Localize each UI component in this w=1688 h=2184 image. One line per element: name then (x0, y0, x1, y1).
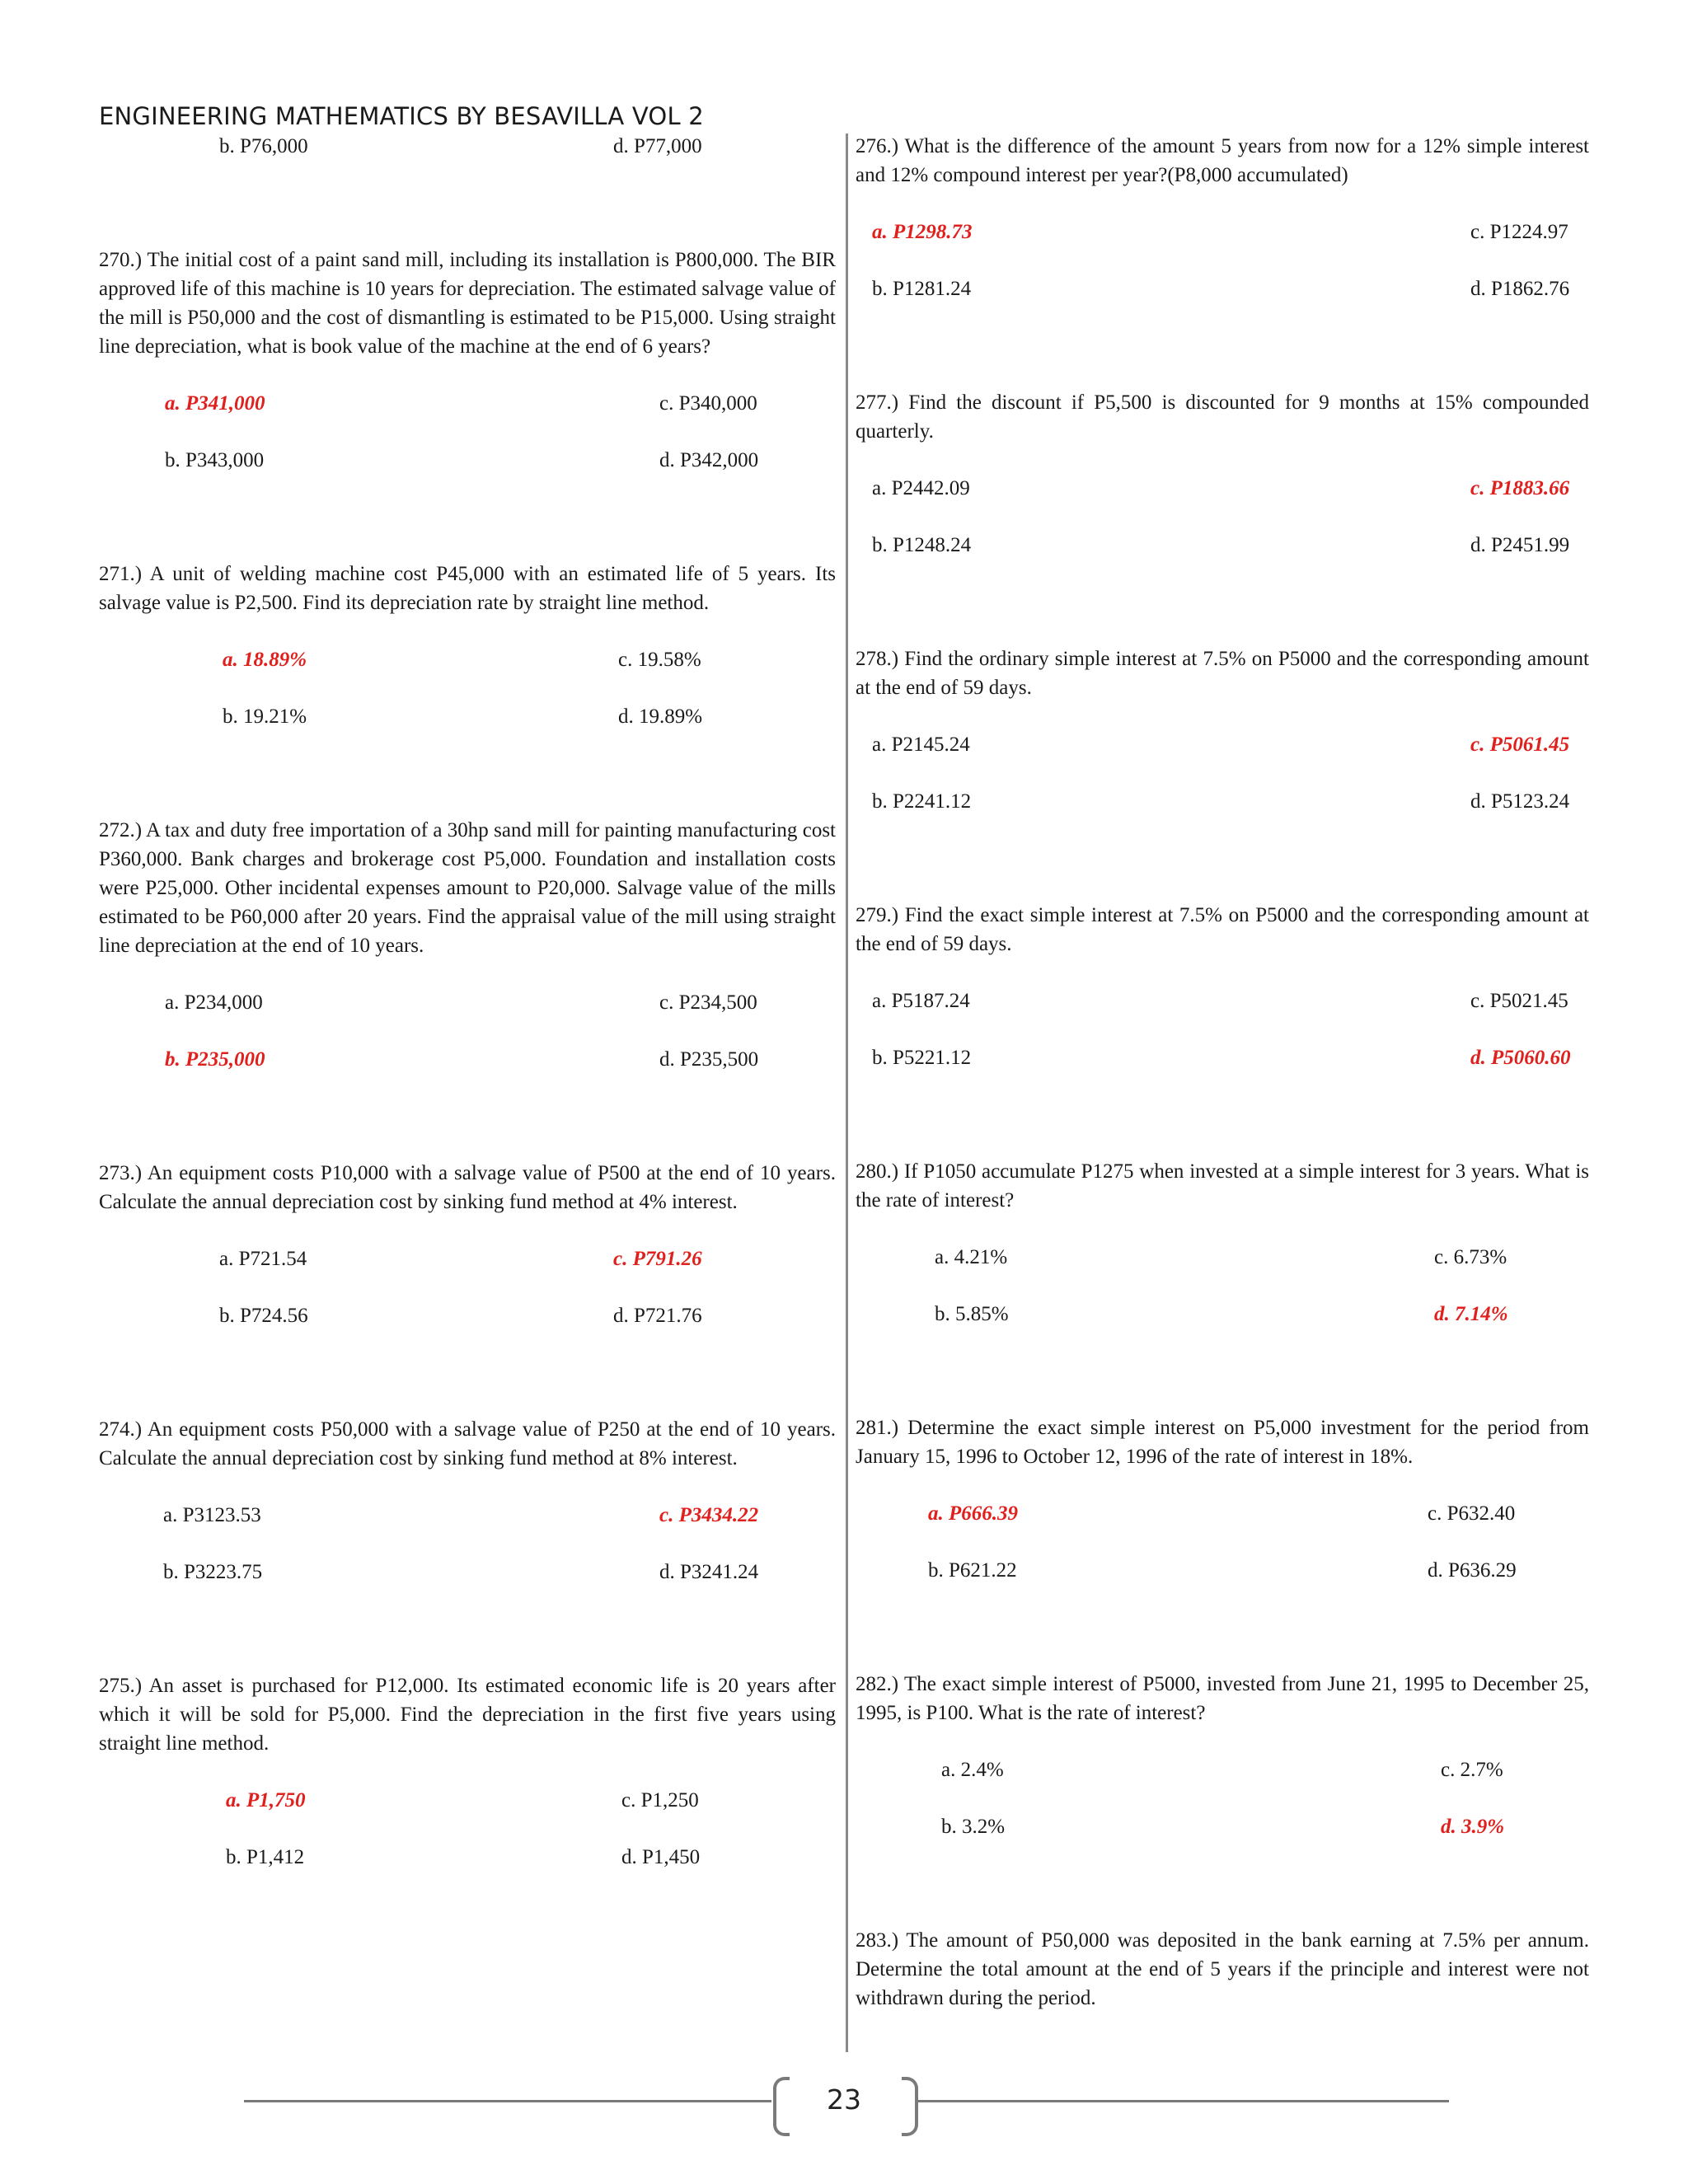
option-d: d. P1862.76 (1470, 278, 1570, 300)
option-c: c. 19.58% (618, 649, 701, 671)
running-header: ENGINEERING MATHEMATICS BY BESAVILLA VOL 2 (99, 102, 704, 130)
question-278 (856, 644, 1589, 844)
option-row (99, 389, 836, 446)
question-277 (856, 388, 1589, 588)
close-brace-icon (902, 2077, 918, 2136)
option-a-answer: a. P666.39 (928, 1502, 1019, 1525)
option-d: d. P5123.24 (1470, 790, 1570, 813)
option-a: a. 4.21% (935, 1246, 1008, 1268)
option-row (99, 1045, 836, 1102)
option-row (856, 1043, 1589, 1100)
question-270 (99, 246, 836, 503)
question-text: 280.) If P1050 accumulate P1275 when invested at a simple interest for 3 years. What is the rate of interest? (856, 1160, 1589, 1212)
open-brace-icon (773, 2077, 790, 2136)
option-row (99, 446, 836, 503)
option-row (99, 1301, 836, 1358)
question-275 (99, 1671, 836, 1900)
option-row (856, 730, 1589, 787)
option-b: b. 19.21% (223, 705, 307, 728)
option-row (99, 1558, 836, 1615)
option-row (99, 645, 836, 702)
question-text: 270.) The initial cost of a paint sand mill, including its installation is P800,000. The BIR approved life of this machine is 10 years for depreciation. The estimated salvage value of the mill is P50,000 and the cost of dismantling is estimated to be P15,000. Using straight line depreciation, what is book value of the machine at the end of 6 years? (99, 249, 836, 358)
option-a-answer: a. 18.89% (223, 649, 307, 671)
question-text: 278.) Find the ordinary simple interest at 7.5% on P5000 and the corresponding amount at the end of 59 days. (856, 648, 1589, 699)
option-c-answer: c. P5061.45 (1470, 733, 1570, 756)
option-c: c. 6.73% (1434, 1246, 1507, 1268)
option-c: c. P632.40 (1428, 1502, 1516, 1525)
question-text: 283.) The amount of P50,000 was deposited in the bank earning at 7.5% per annum. Determine the total amount at the end of 5 years if the principle and interest were not withdrawn during the period. (856, 1929, 1589, 2009)
option-a: a. P721.54 (219, 1248, 307, 1270)
question-text: 273.) An equipment costs P10,000 with a salvage value of P500 at the end of 10 years. Calculate the annual depreciation cost by sinking fund method at 4% interest. (99, 1162, 836, 1213)
option-row (856, 1755, 1589, 1812)
option-a-answer: a. P341,000 (165, 392, 265, 415)
option-a: a. P3123.53 (163, 1504, 261, 1526)
question-text: 277.) Find the discount if P5,500 is discounted for 9 months at 15% compounded quarterly. (856, 391, 1589, 443)
option-row (856, 1556, 1589, 1613)
option-row (856, 987, 1589, 1043)
option-b: b. P2241.12 (872, 790, 972, 813)
option-b: b. P724.56 (219, 1305, 308, 1327)
option-d: d. P636.29 (1428, 1559, 1517, 1582)
option-d-answer: d. 7.14% (1434, 1303, 1508, 1325)
option-d: d. P342,000 (659, 449, 759, 471)
option-row (856, 531, 1589, 588)
option-c: c. P5021.45 (1470, 990, 1568, 1012)
option-row (99, 988, 836, 1045)
option-b: b. P76,000 (219, 135, 308, 157)
option-b-answer: b. P235,000 (165, 1048, 265, 1071)
option-c: c. P1224.97 (1470, 221, 1568, 243)
question-text: 276.) What is the difference of the amount 5 years from now for a 12% simple interest and 12% compound interest per year?(P8,000 accumulated) (856, 135, 1589, 186)
question-text: 275.) An asset is purchased for P12,000. Its estimated economic life is 20 years after which it will be sold for P5,000. Find the depreciation in the first five years using straight line method. (99, 1675, 836, 1755)
option-row (99, 702, 836, 759)
option-c: c. 2.7% (1441, 1759, 1503, 1781)
option-row (856, 218, 1589, 274)
option-a-answer: a. P1,750 (226, 1789, 306, 1811)
option-a-answer: a. P1298.73 (872, 221, 973, 243)
option-c: c. P340,000 (659, 392, 757, 415)
option-row (856, 1499, 1589, 1556)
option-d: d. P3241.24 (659, 1561, 759, 1583)
left-column (99, 132, 836, 1900)
question-text: 272.) A tax and duty free importation of a 30hp sand mill for painting manufacturing cost P360,000. Bank charges and brokerage cost P5,000. Foundation and installation costs were P25,000. Other incidental expenses amount to P20,000. Salvage value of the mills estimated to be P60,000 after 20 years. Find the appraisal value of the mill using straight line depreciation at the end of 10 years. (99, 819, 836, 957)
option-b: b. P3223.75 (163, 1561, 263, 1583)
question-text: 279.) Find the exact simple interest at 7.5% on P5000 and the corresponding amount at the end of 59 days. (856, 904, 1589, 955)
option-c: c. P1,250 (621, 1789, 699, 1811)
question-text: 282.) The exact simple interest of P5000, invested from June 21, 1995 to December 25, 1995, is P100. What is the rate of interest? (856, 1673, 1589, 1724)
option-b: b. P5221.12 (872, 1047, 972, 1069)
option-b: b. P1281.24 (872, 278, 972, 300)
carry-over-options (99, 132, 836, 189)
question-282 (856, 1670, 1589, 1869)
question-text: 274.) An equipment costs P50,000 with a salvage value of P250 at the end of 10 years. Calculate the annual depreciation cost by sinking fund method at 8% interest. (99, 1418, 836, 1469)
option-a: a. P2442.09 (872, 477, 970, 499)
question-276 (856, 132, 1589, 331)
option-a: a. P234,000 (165, 991, 263, 1014)
option-row (99, 1244, 836, 1301)
question-273 (99, 1159, 836, 1358)
question-text: 281.) Determine the exact simple interest on P5,000 investment for the period from January 15, 1996 to October 12, 1996 of the rate of interest in 18%. (856, 1417, 1589, 1468)
question-281 (856, 1413, 1589, 1613)
question-280 (856, 1157, 1589, 1357)
option-d: d. 19.89% (618, 705, 703, 728)
option-row (99, 1843, 836, 1900)
option-d: d. P721.76 (613, 1305, 702, 1327)
right-column (856, 132, 1589, 2013)
question-279 (856, 901, 1589, 1100)
option-b: b. P343,000 (165, 449, 265, 471)
column-divider (846, 134, 848, 2052)
option-c-answer: c. P3434.22 (659, 1504, 759, 1526)
footer-rule-left (244, 2100, 771, 2102)
option-a: a. 2.4% (941, 1759, 1004, 1781)
option-row (856, 1812, 1589, 1869)
question-272 (99, 816, 836, 1102)
footer-rule-right (915, 2100, 1449, 2102)
option-c: c. P234,500 (659, 991, 757, 1014)
option-b: b. 3.2% (941, 1816, 1006, 1838)
option-d-answer: d. P5060.60 (1470, 1047, 1571, 1069)
option-d: d. P1,450 (621, 1846, 701, 1868)
option-row (856, 1300, 1589, 1357)
page-number: 23 (827, 2083, 861, 2116)
option-row (856, 1243, 1589, 1300)
option-d: d. P235,500 (659, 1048, 759, 1071)
option-c-answer: c. P791.26 (613, 1248, 702, 1270)
option-d-answer: d. 3.9% (1441, 1816, 1505, 1838)
question-274 (99, 1415, 836, 1615)
question-text: 271.) A unit of welding machine cost P45,000 with an estimated life of 5 years. Its salvage value is P2,500. Find its depreciation rate by straight line method. (99, 563, 836, 614)
option-row (856, 474, 1589, 531)
option-a: a. P5187.24 (872, 990, 970, 1012)
option-b: b. 5.85% (935, 1303, 1009, 1325)
option-b: b. P1248.24 (872, 534, 972, 556)
option-a: a. P2145.24 (872, 733, 970, 756)
option-b: b. P621.22 (928, 1559, 1017, 1582)
option-d: d. P2451.99 (1470, 534, 1570, 556)
option-d: d. P77,000 (613, 135, 702, 157)
option-c-answer: c. P1883.66 (1470, 477, 1570, 499)
question-283 (856, 1926, 1589, 2013)
question-271 (99, 560, 836, 759)
option-row (856, 274, 1589, 331)
option-row (99, 1501, 836, 1558)
option-row (856, 787, 1589, 844)
option-b: b. P1,412 (226, 1846, 305, 1868)
option-row (99, 1786, 836, 1843)
